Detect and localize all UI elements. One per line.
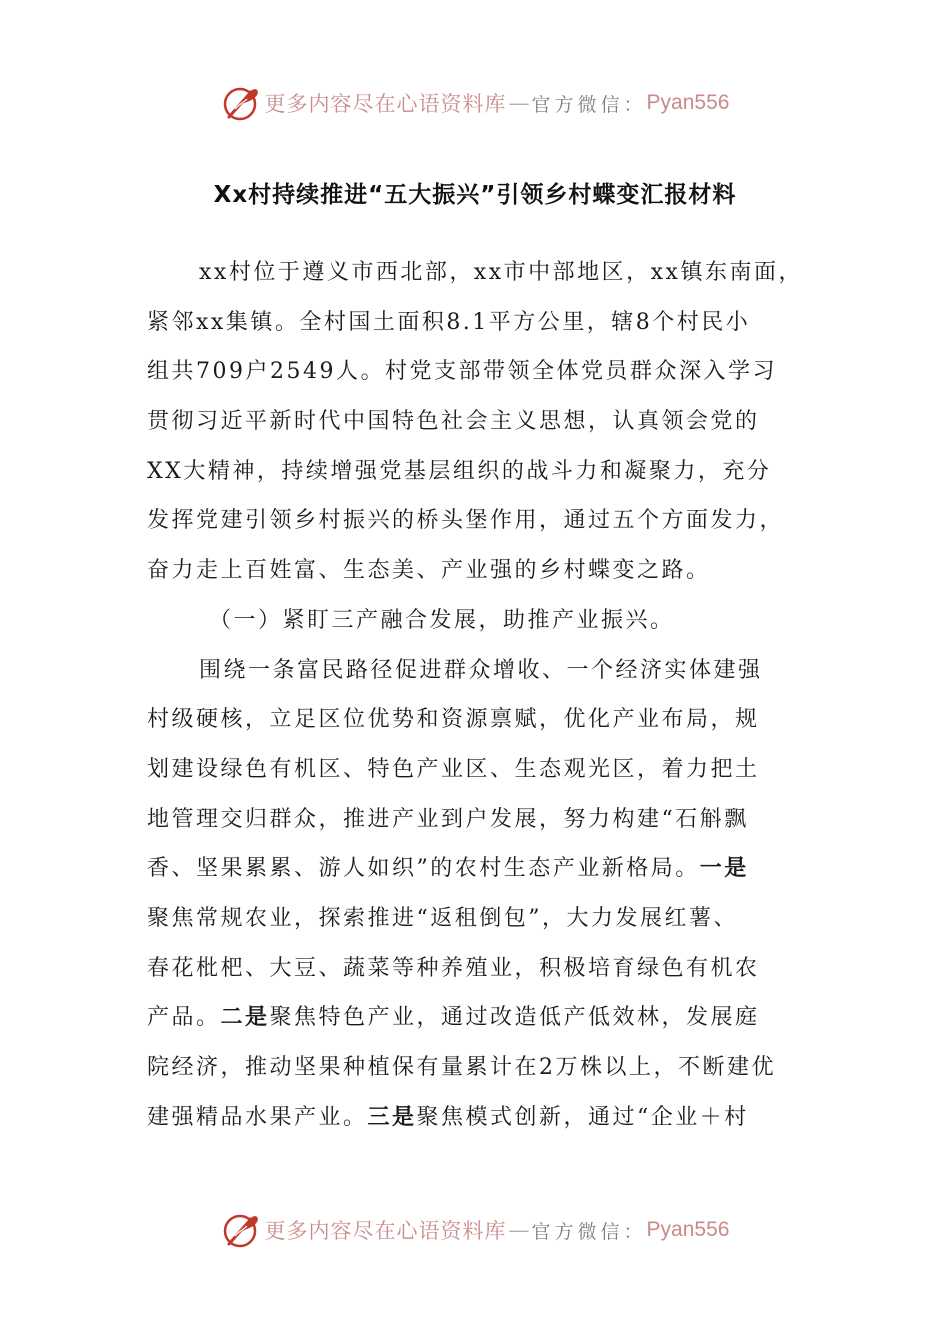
paragraph-line: 紧邻xx集镇。全村国土面积8.1平方公里，辖8个村民小: [147, 309, 751, 335]
banner-wechat-id: Pyan556: [646, 91, 730, 114]
quill-logo-icon: [221, 1210, 261, 1250]
banner-separator: —: [508, 1218, 530, 1242]
document-title: Xx村持续推进“五大振兴”引领乡村蝶变汇报材料: [213, 182, 737, 208]
paragraph-line: xx村位于遵义市西北部，xx市中部地区，xx镇东南面，: [199, 260, 803, 285]
paragraph-line: 奋力走上百姓富、生态美、产业强的乡村蝶变之路。: [147, 558, 711, 584]
paragraph-line: XX大精神，持续增强党基层组织的战斗力和凝聚力，充分: [147, 458, 772, 484]
paragraph-text: 聚焦特色产业，通过改造低产低效林，发展庭: [269, 1005, 760, 1031]
paragraph-line: 院经济，推动坚果种植保有量累计在2万株以上，不断建优: [147, 1055, 776, 1080]
section-heading: （一）紧盯三产融合发展，助推产业振兴。: [209, 607, 675, 633]
bold-marker: 二是: [220, 1005, 270, 1031]
bold-marker: 一是: [699, 856, 749, 882]
paragraph-line: [147, 993, 807, 1043]
banner-official-label: 官方微信：: [531, 93, 647, 116]
paragraph-line: 围绕一条富民路径促进群众增收、一个经济实体建强: [199, 657, 763, 683]
paragraph-line: 发挥党建引领乡村振兴的桥头堡作用，通过五个方面发力，: [147, 508, 785, 534]
document-body: [147, 248, 807, 1142]
banner-wechat-id: Pyan556: [646, 1218, 730, 1241]
banner-text: 更多内容尽在心语资料库: [264, 92, 507, 116]
paragraph-line: 划建设绿色有机区、特色产业区、生态观光区，着力把土: [147, 756, 760, 782]
banner-text: 更多内容尽在心语资料库: [264, 1219, 507, 1243]
paragraph-line: 地管理交归群众，推进产业到户发展，努力构建“石斛飘: [147, 806, 749, 832]
paragraph-line: 聚焦常规农业，探索推进“返租倒包”，大力发展红薯、: [147, 905, 738, 931]
paragraph-line: [147, 844, 807, 894]
paragraph-text: 香、坚果累累、游人如织”的农村生态产业新格局。: [147, 856, 700, 882]
paragraph-text: 聚焦模式创新，通过“企业＋村: [416, 1104, 749, 1130]
paragraph-line: 村级硬核，立足区位优势和资源禀赋，优化产业布局，规: [147, 707, 760, 733]
paragraph-text: 产品。: [147, 1005, 221, 1031]
header-watermark-banner: [0, 83, 950, 123]
paragraph-line: 贯彻习近平新时代中国特色社会主义思想，认真领会党的: [147, 409, 760, 435]
bold-marker: 三是: [367, 1104, 417, 1130]
footer-watermark-banner: [0, 1210, 950, 1250]
paragraph-line: [147, 1093, 807, 1143]
banner-separator: —: [508, 91, 530, 115]
paragraph-line: 春花枇杷、大豆、蔬菜等种养殖业，积极培育绿色有机农: [147, 955, 760, 981]
quill-logo-icon: [221, 83, 261, 123]
paragraph-line: 组共709户2549人。村党支部带领全体党员群众深入学习: [147, 359, 777, 385]
banner-official-label: 官方微信：: [531, 1220, 647, 1243]
paragraph-text: 建强精品水果产业。: [147, 1104, 368, 1130]
